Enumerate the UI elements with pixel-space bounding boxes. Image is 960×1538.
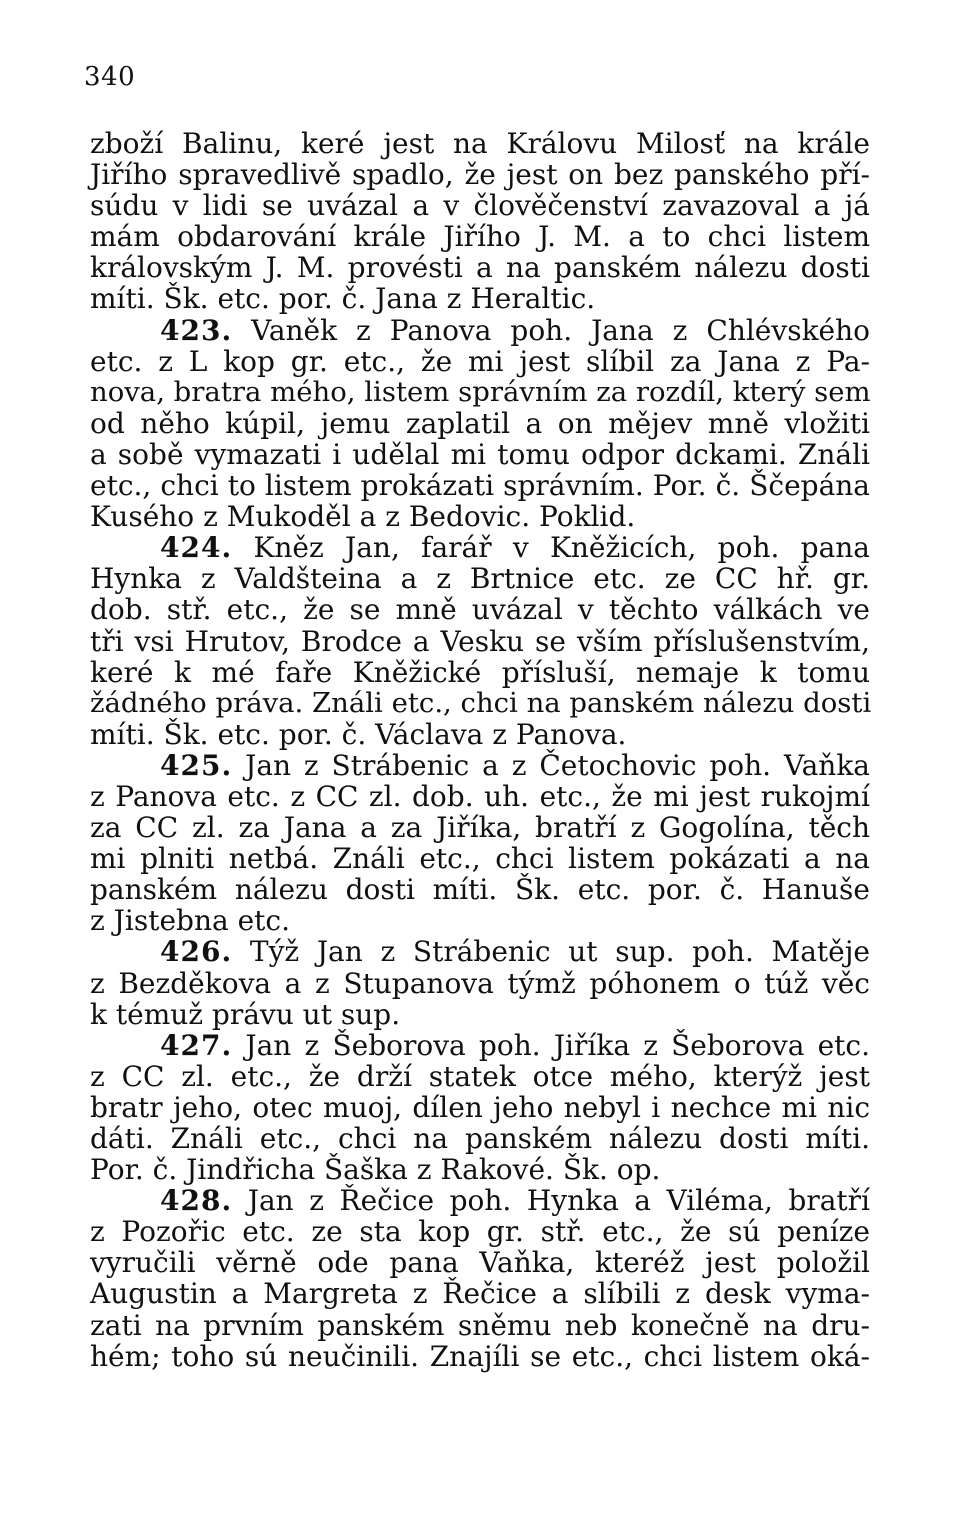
line-text: z Pozořic etc. ze sta kop gr. stř. etc., že sú peníze bbox=[90, 1215, 870, 1249]
text-line bbox=[90, 1154, 870, 1185]
entry-first-line bbox=[90, 1185, 870, 1216]
line-text: míti. Šk. etc. por. č. Václava z Panova. bbox=[90, 717, 627, 751]
line-text: za CC zl. za Jana a za Jiříka, bratří z Gogolína, těch bbox=[90, 811, 870, 845]
text-line bbox=[90, 501, 870, 532]
line-text: Jan z Strábenic a z Četochovic poh. Vaňka bbox=[232, 748, 870, 782]
text-line bbox=[90, 1123, 870, 1154]
line-text: z Bezděkova a z Stupanova týmž póhonem o túž věc bbox=[90, 966, 870, 1000]
line-text: Vaněk z Panova poh. Jana z Chlévského bbox=[232, 313, 870, 347]
line-text: mi plniti netbá. Ználi etc., chci listem pokázati a na bbox=[90, 842, 870, 876]
text-line bbox=[90, 128, 870, 159]
text-line bbox=[90, 626, 870, 657]
text-line bbox=[90, 377, 870, 408]
text-line bbox=[90, 999, 870, 1030]
line-text: bratr jeho, otec muoj, dílen jeho nebyl i nechce mi nic bbox=[90, 1090, 870, 1124]
line-text: hém; toho sú neučinili. Znajíli se etc., chci listem oká- bbox=[90, 1339, 870, 1373]
entry-first-line bbox=[90, 936, 870, 967]
text-line bbox=[90, 159, 870, 190]
line-text: tři vsi Hrutov, Brodce a Vesku se vším příslušenstvím, bbox=[90, 624, 870, 658]
line-text: z Jistebna etc. bbox=[90, 904, 290, 938]
text-line bbox=[90, 190, 870, 221]
line-text: Týž Jan z Strábenic ut sup. poh. Matěje bbox=[232, 935, 870, 969]
line-text: etc., chci to listem prokázati správním. Por. č. Ščepána bbox=[90, 469, 870, 503]
line-text: nova, bratra mého, listem správním za rozdíl, který sem bbox=[90, 375, 871, 408]
text-line bbox=[90, 346, 870, 377]
entry-number: 427. bbox=[160, 1028, 233, 1062]
entry-first-line bbox=[90, 1030, 870, 1061]
line-text: panském nálezu dosti míti. Šk. etc. por. č. Hanuše bbox=[90, 873, 870, 907]
line-text: Kusého z Mukoděl a z Bedovic. Poklid. bbox=[90, 500, 636, 534]
line-text: z CC zl. etc., že drží statek otce mého, kterýž jest bbox=[90, 1059, 870, 1093]
text-line bbox=[90, 594, 870, 625]
text-line bbox=[90, 1310, 870, 1341]
text-line bbox=[90, 812, 870, 843]
text-line bbox=[90, 1216, 870, 1247]
line-text: z Panova etc. z CC zl. dob. uh. etc., že mi jest rukojmí bbox=[90, 779, 870, 813]
line-text: Jan z Šeborova poh. Jiříka z Šeborova etc. bbox=[232, 1028, 870, 1062]
text-line bbox=[90, 688, 870, 719]
entry-number: 425. bbox=[160, 748, 233, 782]
text-line bbox=[90, 563, 870, 594]
text-line bbox=[90, 874, 870, 905]
entry-number: 423. bbox=[160, 313, 233, 347]
text-line bbox=[90, 470, 870, 501]
line-text: etc. z L kop gr. etc., že mi jest slíbil za Jana z Pa- bbox=[90, 344, 870, 378]
line-text: žádného práva. Ználi etc., chci na panském nálezu dosti bbox=[90, 686, 872, 719]
text-line bbox=[90, 1341, 870, 1372]
line-text: Augustin a Margreta z Řečice a slíbili z desk vyma- bbox=[90, 1277, 870, 1311]
text-line bbox=[90, 1278, 870, 1309]
line-text: Jan z Řečice poh. Hynka a Viléma, bratří bbox=[232, 1184, 870, 1218]
entry-first-line bbox=[90, 315, 870, 346]
text-line bbox=[90, 1092, 870, 1123]
body-text bbox=[90, 128, 870, 1372]
text-line bbox=[90, 843, 870, 874]
text-line bbox=[90, 968, 870, 999]
line-text: od něho kúpil, jemu zaplatil a on mějev mně vložiti bbox=[90, 406, 870, 440]
line-text: k témuž právu ut sup. bbox=[90, 997, 401, 1031]
line-text: dáti. Ználi etc., chci na panském nálezu dosti míti. bbox=[90, 1122, 870, 1155]
line-text: Kněz Jan, farář v Kněžicích, poh. pana bbox=[232, 531, 870, 565]
line-text: a sobě vymazati i udělal mi tomu odpor dckami. Ználi bbox=[90, 437, 870, 471]
line-text: keré k mé faře Kněžické přísluší, nemaje k tomu bbox=[90, 655, 870, 689]
text-line bbox=[90, 781, 870, 812]
line-text: zboží Balinu, keré jest na Královu Milosť na krále bbox=[90, 127, 870, 160]
text-line bbox=[90, 221, 870, 252]
line-text: míti. Šk. etc. por. č. Jana z Heraltic. bbox=[90, 282, 596, 316]
line-text: Jiřího spravedlivě spadlo, že jest on bez panského pří- bbox=[90, 158, 870, 192]
text-line bbox=[90, 1247, 870, 1278]
text-line bbox=[90, 1061, 870, 1092]
text-line bbox=[90, 408, 870, 439]
entry-first-line bbox=[90, 532, 870, 563]
entry-number: 424. bbox=[160, 531, 233, 565]
line-text: vyručili věrně ode pana Vaňka, kteréž jest položil bbox=[90, 1246, 870, 1280]
text-line bbox=[90, 905, 870, 936]
text-line bbox=[90, 439, 870, 470]
line-text: Por. č. Jindřicha Šaška z Rakové. Šk. op. bbox=[90, 1153, 661, 1187]
text-line bbox=[90, 252, 870, 283]
line-text: zati na prvním panském sněmu neb konečně na dru- bbox=[90, 1308, 870, 1342]
text-line bbox=[90, 283, 870, 314]
line-text: Hynka z Valdšteina a z Brtnice etc. ze CC hř. gr. bbox=[90, 562, 870, 596]
line-text: mám obdarování krále Jiřího J. M. a to chci listem bbox=[90, 220, 870, 254]
line-text: královským J. M. provésti a na panském nálezu dosti bbox=[90, 251, 870, 285]
line-text: súdu v lidi se uvázal a v člověčenství zavazoval a já bbox=[90, 189, 870, 223]
line-text: dob. stř. etc., že se mně uvázal v těchto válkách ve bbox=[90, 593, 870, 627]
text-line bbox=[90, 719, 870, 750]
entry-number: 428. bbox=[160, 1184, 233, 1218]
entry-first-line bbox=[90, 750, 870, 781]
page-number: 340 bbox=[84, 62, 136, 92]
text-line bbox=[90, 657, 870, 688]
entry-number: 426. bbox=[160, 935, 233, 969]
